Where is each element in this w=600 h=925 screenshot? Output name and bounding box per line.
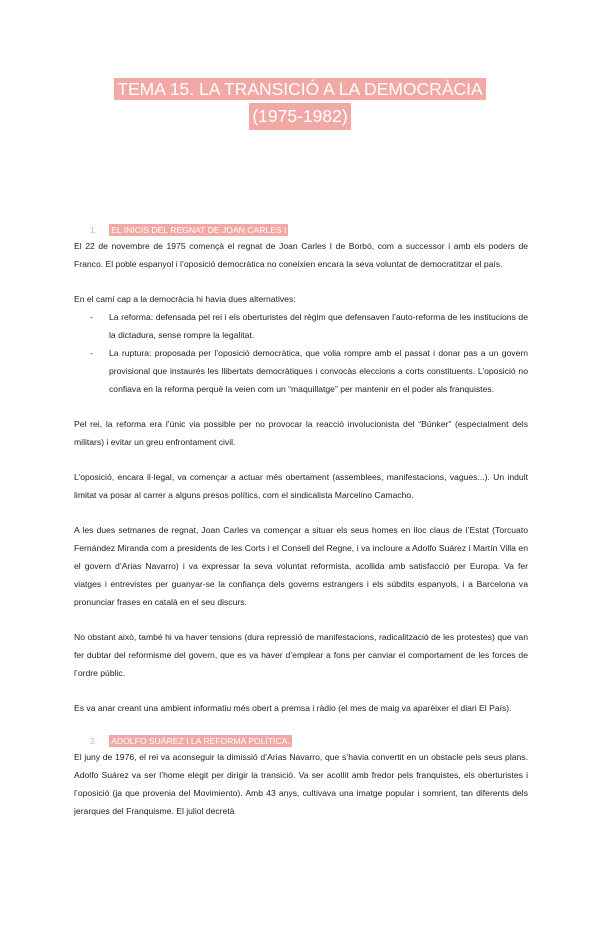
paragraph: L’oposició, encara il·legal, va començar a actuar més obertament (assemblees, manifestacions, vagues...). Un indult limitat va posar al carrer a alguns presos polítics, com el sindicalista Marcelino Camacho. — [74, 472, 528, 500]
section-2-heading — [74, 734, 528, 748]
page-title — [0, 77, 600, 130]
list-item: - La reforma: defensada pel rei i els oberturistes del règim que defensaven l’auto-reforma de les institucions de la dictadura, sense rompre la legalitat. — [74, 308, 528, 344]
section-2-heading-text: ADOLFO SUÁREZ I LA REFORMA POLÍTICA. — [111, 736, 290, 746]
paragraph: Pel rei, la reforma era l’únic via possible per no provocar la reacció involucionista del “Búnker” (especialment dels militars) i evitar un greu enfrontament civil. — [74, 419, 528, 447]
paragraph: A les dues setmanes de regnat, Joan Carles va començar a situar els seus homes en lloc claus de l’Estat (Torcuato Fernández Miranda com a presidents de les Corts i el Consell del Regne, i va incloure a Adolfo Suárez i Martín Villa en el govern d’Arias Navarro) i va expressar la seva voluntat reformista, acollida amb satisfacció per Europa. Va fer viatges i entrevistes per guanyar-se la confiança dels governs estrangers i els súbdits espanyols, i a Barcelona va pronunciar frases en català en el seu discurs. — [74, 525, 528, 607]
document-body — [74, 223, 528, 820]
paragraph: Es va anar creant una ambient informatiu més obert a premsa i ràdio (el mes de maig va aparèixer el diari El País). — [74, 703, 512, 713]
title-line-2: (1975-1982) — [249, 103, 350, 130]
paragraph: El juny de 1976, el rei va aconseguir la dimissió d’Arias Navarro, que s’havia convertit en un obstacle pels seus plans. Adolfo Suárez va ser l’home elegit per dirigir la transició. Va ser acollit amb fredor pels franquistes, els oberturistes i l’oposició (ja que provenia del Movimiento). Amb 43 anys, cultivava una imatge popular i somrient, tan diferents dels jerarques del Franquisme. El juliol decretà — [74, 752, 528, 816]
section-1-heading — [74, 223, 528, 237]
list-item: - La ruptura: proposada per l’oposició democràtica, que volia rompre amb el passat i donar pas a un govern provisional que instaurés les llibertats democràtiques i convocàs eleccions a corts constituents. L’oposició no confiava en la reforma perquè la veien com un “maquillatge” per mantenir en el poder als franquistes. — [74, 344, 528, 398]
title-line-1: TEMA 15. LA TRANSICIÓ A LA DEMOCRÀCIA — [114, 78, 485, 100]
paragraph: En el camí cap a la democràcia hi havia dues alternatives: — [74, 294, 296, 304]
document-page — [0, 77, 600, 925]
paragraph: El 22 de novembre de 1975 començà el regnat de Joan Carles I de Borbó, com a successor i amb els poders de Franco. El poble espanyol i l’oposició democràtica no coneixien encara la seva voluntat de democratitzar el país. — [74, 241, 528, 269]
section-2-number: 2. — [90, 736, 98, 746]
section-1-number: 1. — [90, 225, 98, 235]
section-1-heading-text: EL INICIS DEL REGNAT DE JOAN CARLES I — [111, 225, 287, 235]
alternatives-list — [74, 308, 528, 398]
paragraph: No obstant això, també hi va haver tensions (dura repressió de manifestacions, radicalització de les protestes) que van fer dubtar del reformisme del govern, que es va haver d’emplear a fons per canviar el comportament de les forces de l’ordre públic. — [74, 632, 528, 678]
